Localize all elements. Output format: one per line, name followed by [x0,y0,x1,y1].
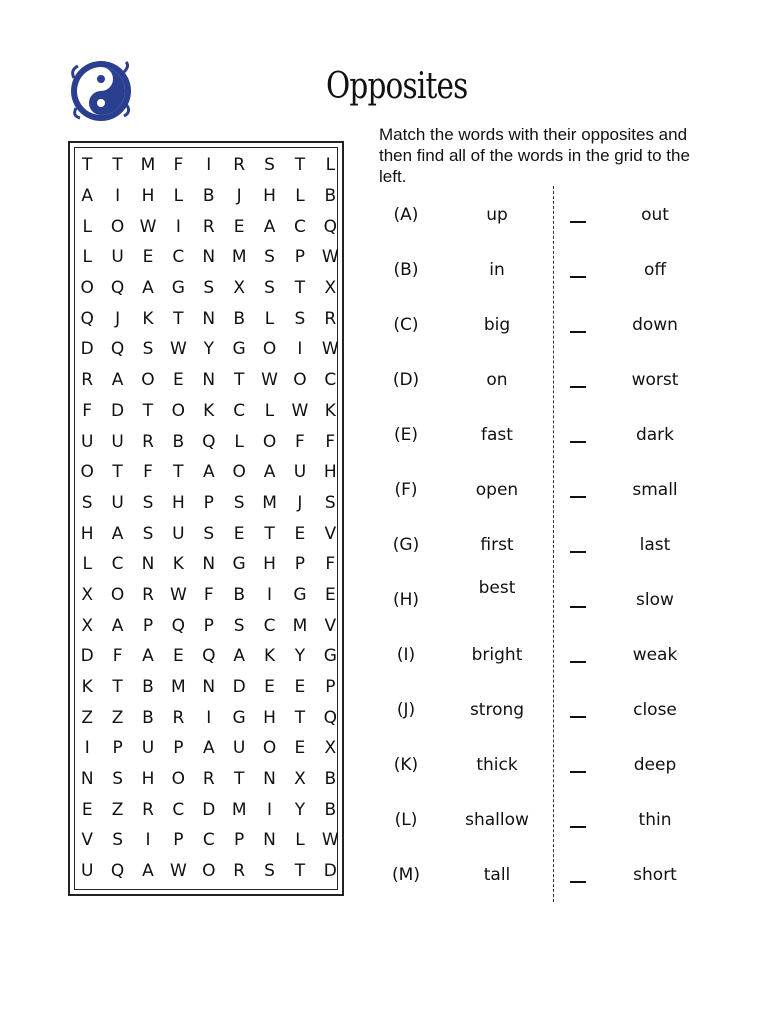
grid-letter: M [262,492,277,513]
grid-letter: U [80,861,94,882]
grid-letter: A [142,861,154,882]
grid-letter: U [111,247,124,268]
grid-letter: L [234,431,244,452]
grid-letter: Q [110,339,125,360]
grid-letter: B [142,677,154,698]
grid-letter: C [202,830,215,851]
match-opposite: weak [632,645,678,665]
match-opposite: thin [638,810,672,830]
grid-letter: M [231,247,247,268]
grid-letter: E [294,738,306,759]
grid-letter: D [111,400,125,421]
grid-letter: T [233,370,245,391]
grid-letter: I [84,738,90,759]
grid-letter: S [264,278,275,299]
grid-letter: H [263,554,276,575]
grid-letter: S [112,769,123,790]
grid-letter: A [142,646,154,667]
grid-letter: T [142,400,154,421]
match-row [380,865,710,889]
match-word: in [489,260,505,280]
match-opposite: down [632,315,678,335]
grid-letter: E [81,799,93,820]
grid-letter: N [263,830,276,851]
grid-letter: E [294,523,306,544]
grid-letter: P [203,615,214,636]
grid-letter: P [294,554,306,575]
match-opposite: out [641,205,669,225]
match-word: tall [483,865,511,885]
grid-letter: P [173,830,184,851]
grid-letter: O [171,769,186,790]
grid-letter: O [262,738,277,759]
grid-letter: P [173,738,184,759]
grid-letter: D [323,861,337,882]
grid-letter: A [202,738,215,759]
grid-letter: W [169,339,187,360]
grid-letter: W [321,247,339,268]
grid-letter: X [233,278,245,299]
match-opposite: off [643,260,667,280]
grid-letter: D [80,646,94,667]
grid-letter: L [295,830,305,851]
grid-letter: S [142,492,154,513]
match-letter: (J) [396,700,416,720]
grid-letter: I [297,339,303,360]
match-letter: (C) [393,315,419,335]
grid-letter: R [233,155,246,176]
grid-letter: P [325,677,336,698]
grid-letter: G [232,707,246,728]
match-word: fast [481,425,513,445]
answer-blank[interactable] [570,716,586,718]
grid-letter: S [142,523,154,544]
grid-letter: C [172,247,185,268]
grid-letter: W [321,830,339,851]
grid-letter: H [141,769,155,790]
grid-letter: T [294,155,306,176]
grid-letter: S [264,861,275,882]
grid-letter: S [81,492,93,513]
grid-letter: F [325,431,336,452]
grid-letter: I [175,216,181,237]
grid-letter: E [324,584,336,605]
answer-blank[interactable] [570,551,586,553]
grid-letter: Q [171,615,186,636]
grid-letter: U [293,462,307,483]
answer-blank[interactable] [570,221,586,223]
grid-letter: F [325,554,336,575]
grid-letter: O [110,584,125,605]
grid-letter: S [203,523,215,544]
grid-letter: E [172,646,184,667]
grid-letter: R [233,861,246,882]
grid-letter: B [233,584,245,605]
answer-blank[interactable] [570,331,586,333]
grid-letter: N [202,370,216,391]
match-row [380,260,710,284]
grid-letter: L [82,216,92,237]
grid-letter: B [172,431,185,452]
grid-letter: K [81,677,93,698]
grid-letter: L [264,400,275,421]
grid-letter: A [233,646,245,667]
grid-letter: K [142,308,154,329]
match-row [380,480,710,504]
grid-letter: D [232,677,246,698]
grid-letter: E [172,370,184,391]
match-letter: (L) [394,810,418,830]
grid-letter: B [233,308,245,329]
grid-letter: J [297,492,303,513]
grid-letter: K [172,554,184,575]
grid-letter: I [267,799,273,820]
grid-letter: P [234,830,245,851]
grid-letter: A [263,216,276,237]
answer-blank[interactable] [570,276,586,278]
grid-letter: G [232,339,246,360]
grid-letter: Z [111,799,124,820]
match-opposite: deep [633,755,677,775]
grid-letter: T [82,155,93,176]
grid-letter: R [142,584,154,605]
grid-letter: N [202,554,216,575]
match-row [380,810,710,834]
grid-letter: H [80,523,94,544]
match-word: shallow [465,810,529,830]
grid-letter: A [111,370,124,391]
grid-letter: O [262,339,277,360]
grid-letter: I [145,830,151,851]
match-letter: (K) [393,755,419,775]
grid-letter: T [233,769,245,790]
grid-letter: A [263,462,276,483]
grid-letter: R [324,308,337,329]
match-word: first [480,535,514,555]
grid-letter: E [233,216,245,237]
grid-letter: X [81,584,94,605]
grid-letter: W [169,584,187,605]
grid-letter: T [112,462,123,483]
match-word: open [475,480,519,500]
grid-letter: Q [80,308,94,329]
grid-letter: R [202,769,215,790]
grid-letter: A [81,186,94,207]
grid-letter: V [324,523,337,544]
grid-letter: N [263,769,276,790]
grid-letter: N [141,554,155,575]
grid-letter: D [80,339,94,360]
grid-letter: T [264,523,275,544]
answer-blank[interactable] [570,881,586,883]
grid-letter: X [81,615,94,636]
grid-letter: F [82,400,93,421]
grid-letter: T [294,707,306,728]
page-title: Opposites [326,66,468,107]
grid-letter: B [324,186,337,207]
grid-letter: X [324,278,337,299]
match-word: big [483,315,511,335]
grid-letter: W [139,216,157,237]
grid-letter: H [323,462,337,483]
grid-letter: T [112,155,123,176]
grid-letter: O [141,370,155,391]
grid-letter: T [173,308,184,329]
grid-letter: O [80,462,94,483]
grid-letter: B [324,799,337,820]
grid-letter: V [81,830,94,851]
grid-letter: N [80,769,94,790]
grid-letter: G [171,278,185,299]
match-letter: (I) [396,645,416,665]
word-search-grid [72,150,346,887]
grid-letter: J [115,308,121,329]
yin-yang-icon [68,58,134,124]
grid-letter: J [236,186,242,207]
match-row [380,578,710,614]
grid-letter: U [172,523,185,544]
match-row [380,700,710,724]
grid-letter: Q [323,707,338,728]
match-word: up [486,205,508,225]
grid-letter: C [293,216,306,237]
match-row [380,370,710,394]
match-opposite: dark [635,425,675,445]
grid-letter: B [324,769,337,790]
grid-letter: C [172,799,185,820]
grid-letter: V [324,615,337,636]
grid-letter: P [294,247,306,268]
grid-letter: Y [203,339,214,360]
grid-letter: Q [110,861,125,882]
grid-letter: P [203,492,214,513]
grid-letter: U [111,431,124,452]
grid-letter: F [143,462,153,483]
grid-letter: S [294,308,306,329]
grid-letter: Q [202,646,216,667]
match-letter: (F) [394,480,418,500]
grid-letter: H [263,707,276,728]
grid-letter: L [295,186,305,207]
grid-letter: T [173,462,184,483]
grid-letter: N [202,247,216,268]
grid-letter: M [292,615,308,636]
match-word: strong [469,700,525,720]
grid-letter: G [293,584,307,605]
grid-letter: M [171,677,186,698]
grid-letter: F [295,431,305,452]
grid-letter: O [262,431,277,452]
grid-letter: B [202,186,215,207]
match-letter: (E) [393,425,418,445]
match-row [380,535,710,559]
grid-letter: E [264,677,275,698]
grid-letter: K [324,400,336,421]
match-letter: (D) [392,370,420,390]
grid-letter: S [112,830,123,851]
grid-letter: W [169,861,187,882]
grid-letter: R [142,431,154,452]
match-letter: (M) [392,865,420,885]
answer-blank[interactable] [570,661,586,663]
grid-letter: C [324,370,337,391]
grid-letter: N [202,677,216,698]
grid-letter: L [264,308,275,329]
match-opposite: small [632,480,678,500]
match-row [380,425,710,449]
grid-letter: M [231,799,247,820]
grid-letter: I [206,707,212,728]
match-opposite: worst [631,370,679,390]
grid-letter: A [111,615,124,636]
grid-letter: C [111,554,124,575]
grid-letter: Q [202,431,216,452]
grid-letter: S [264,155,275,176]
match-letter: (G) [392,535,420,555]
grid-letter: T [294,278,306,299]
match-row [380,315,710,339]
grid-letter: I [115,186,121,207]
grid-letter: P [112,738,123,759]
grid-letter: L [82,247,92,268]
match-opposite: short [633,865,677,885]
grid-letter: O [202,861,216,882]
match-opposite: close [633,700,677,720]
grid-letter: K [263,646,276,667]
grid-letter: F [112,646,123,667]
grid-letter: N [202,308,216,329]
grid-letter: B [142,707,154,728]
grid-letter: T [112,677,123,698]
grid-letter: A [142,278,154,299]
grid-letter: U [232,738,246,759]
grid-letter: W [321,339,339,360]
instructions-text: Match the words with their opposites and then find all of the words in the grid to the left. [379,125,690,186]
grid-letter: F [203,584,214,605]
match-row [380,755,710,779]
answer-blank[interactable] [570,441,586,443]
answer-blank[interactable] [570,826,586,828]
grid-letter: O [171,400,186,421]
grid-letter: R [172,707,185,728]
grid-letter: S [233,492,245,513]
grid-letter: H [171,492,185,513]
answer-blank[interactable] [570,606,586,608]
match-opposite: slow [636,590,674,610]
grid-letter: L [82,554,92,575]
grid-letter: T [294,861,306,882]
answer-blank[interactable] [570,386,586,388]
grid-letter: Q [110,278,125,299]
grid-letter: G [232,554,246,575]
grid-letter: W [291,400,309,421]
grid-letter: P [142,615,154,636]
grid-letter: S [324,492,336,513]
grid-letter: O [80,278,94,299]
grid-letter: H [141,186,155,207]
grid-letter: L [173,186,184,207]
grid-letter: Y [294,646,306,667]
grid-letter: S [142,339,154,360]
match-word: bright [471,645,523,665]
grid-letter: W [261,370,278,391]
grid-letter: C [233,400,246,421]
grid-letter: S [233,615,245,636]
grid-letter: U [80,431,94,452]
grid-letter: O [110,216,125,237]
answer-blank[interactable] [570,771,586,773]
grid-letter: K [203,400,215,421]
grid-letter: O [232,462,246,483]
grid-letter: R [81,370,94,391]
grid-letter: F [173,155,184,176]
match-letter: (A) [393,205,419,225]
match-row [380,205,710,229]
grid-letter: M [140,155,156,176]
grid-letter: Y [294,799,306,820]
grid-letter: E [233,523,245,544]
grid-letter: C [263,615,276,636]
match-letter: (H) [392,590,420,610]
match-row [380,645,710,669]
grid-letter: I [267,584,273,605]
grid-letter: H [263,186,276,207]
grid-letter: A [202,462,215,483]
grid-letter: G [323,646,337,667]
grid-letter: Z [81,707,94,728]
match-word: thick [476,755,518,775]
grid-letter: U [111,492,124,513]
grid-letter: R [142,799,154,820]
grid-letter: A [111,523,124,544]
grid-letter: Q [323,216,338,237]
grid-letter: O [293,370,307,391]
grid-letter: L [325,155,336,176]
grid-letter: Z [111,707,124,728]
grid-letter: X [324,738,337,759]
grid-letter: E [142,247,154,268]
match-word: on [486,370,508,390]
grid-letter: X [294,769,306,790]
grid-letter: D [202,799,216,820]
grid-letter: S [203,278,215,299]
match-word: best [478,578,516,598]
answer-blank[interactable] [570,496,586,498]
match-letter: (B) [393,260,419,280]
grid-letter: S [264,247,275,268]
grid-letter: E [294,677,306,698]
grid-letter: U [141,738,155,759]
grid-letter: R [202,216,215,237]
match-opposite: last [639,535,671,555]
grid-letter: I [206,155,212,176]
